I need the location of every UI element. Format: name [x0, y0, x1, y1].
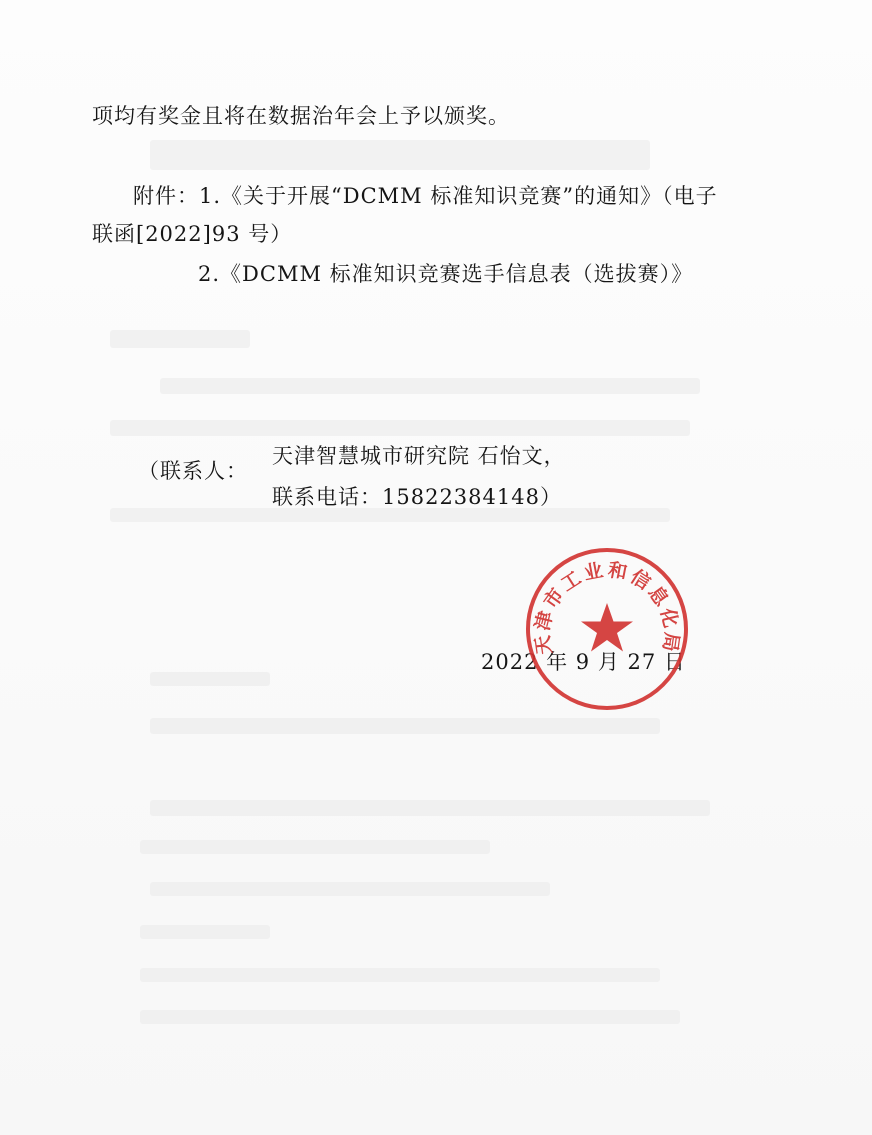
contact-organization: 天津智慧城市研究院 石怡文， [272, 444, 566, 468]
official-seal [524, 546, 690, 712]
bleed-through-mark [110, 330, 250, 348]
bleed-through-mark [140, 1010, 680, 1024]
bleed-through-mark [150, 140, 650, 170]
contact-label: （联系人： [138, 459, 248, 483]
bleed-through-mark [110, 420, 690, 436]
attachment-item-1: 附件：1.《关于开展“DCMM 标准知识竞赛”的通知》（电子 [133, 184, 718, 208]
seal-text: 天津市工业和信息化局 [531, 558, 683, 656]
bleed-through-mark [150, 718, 660, 734]
bleed-through-mark [140, 925, 270, 939]
star-icon [581, 603, 633, 652]
body-paragraph-end: 项均有奖金且将在数据治年会上予以颁奖。 [92, 104, 510, 128]
bleed-through-mark [140, 840, 490, 854]
document-date: 2022 年 9 月 27 日 [481, 650, 686, 674]
bleed-through-mark [140, 968, 660, 982]
attachment-item-1-continued: 联函[2022]93 号） [92, 222, 293, 246]
bleed-through-mark [160, 378, 700, 394]
bleed-through-mark [150, 882, 550, 896]
bleed-through-mark [150, 800, 710, 816]
attachment-item-2: 2.《DCMM 标准知识竞赛选手信息表（选拔赛）》 [198, 262, 694, 286]
bleed-through-mark [150, 672, 270, 686]
contact-phone: 联系电话：15822384148） [272, 485, 562, 509]
